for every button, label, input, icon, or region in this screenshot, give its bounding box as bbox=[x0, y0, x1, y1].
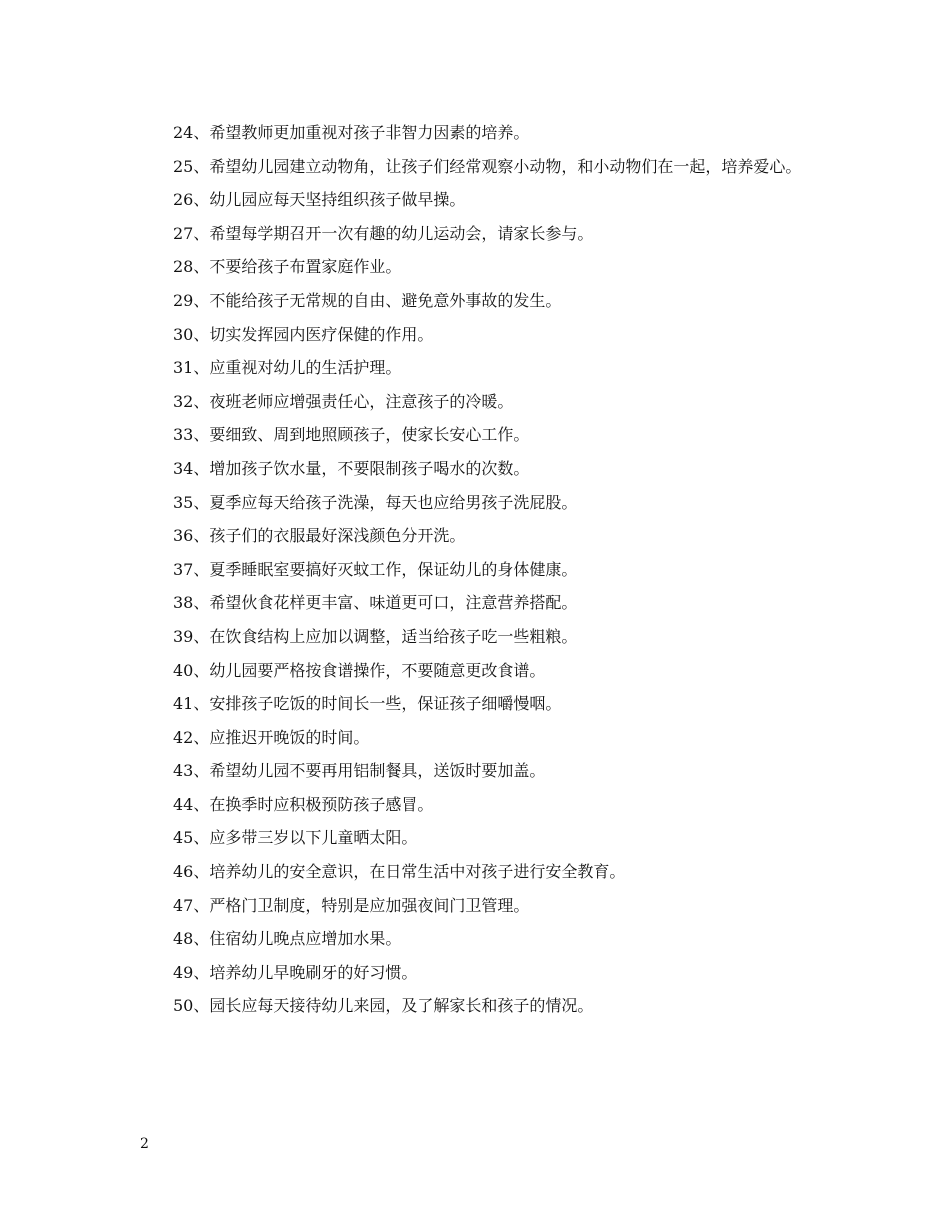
list-item: 44、在换季时应积极预防孩子感冒。 bbox=[173, 794, 434, 814]
list-item: 49、培养幼儿早晚刷牙的好习惯。 bbox=[173, 962, 418, 982]
list-item: 29、不能给孩子无常规的自由、避免意外事故的发生。 bbox=[173, 290, 562, 310]
list-item: 38、希望伙食花样更丰富、味道更可口，注意营养搭配。 bbox=[173, 593, 578, 613]
list-item: 28、不要给孩子布置家庭作业。 bbox=[173, 257, 402, 277]
list-item: 24、希望教师更加重视对孩子非智力因素的培养。 bbox=[173, 123, 530, 142]
list-item: 41、安排孩子吃饭的时间长一些，保证孩子细嚼慢咽。 bbox=[173, 694, 562, 714]
list-item: 48、住宿幼儿晚点应增加水果。 bbox=[173, 929, 402, 949]
list-item: 35、夏季应每天给孩子洗澡，每天也应给男孩子洗屁股。 bbox=[173, 492, 578, 512]
list-item: 45、应多带三岁以下儿童晒太阳。 bbox=[173, 828, 418, 848]
list-item: 25、希望幼儿园建立动物角，让孩子们经常观察小动物，和小动物们在一起，培养爱心。 bbox=[173, 156, 802, 176]
list-item: 31、应重视对幼儿的生活护理。 bbox=[173, 358, 402, 378]
list-item: 40、幼儿园要严格按食谱操作，不要随意更改食谱。 bbox=[173, 660, 546, 680]
page-number: 2 bbox=[140, 1136, 149, 1152]
list-item: 46、培养幼儿的安全意识，在日常生活中对孩子进行安全教育。 bbox=[173, 862, 626, 882]
list-item: 43、希望幼儿园不要再用铝制餐具，送饭时要加盖。 bbox=[173, 761, 546, 781]
list-item: 39、在饮食结构上应加以调整，适当给孩子吃一些粗粮。 bbox=[173, 626, 578, 646]
list-item: 33、要细致、周到地照顾孩子，使家长安心工作。 bbox=[173, 425, 530, 445]
list-item: 30、切实发挥园内医疗保健的作用。 bbox=[173, 324, 434, 344]
list-item: 42、应推迟开晚饭的时间。 bbox=[173, 727, 370, 747]
list-item: 37、夏季睡眠室要搞好灭蚊工作，保证幼儿的身体健康。 bbox=[173, 559, 578, 579]
list-item: 47、严格门卫制度，特别是应加强夜间门卫管理。 bbox=[173, 895, 530, 915]
list-item: 34、增加孩子饮水量，不要限制孩子喝水的次数。 bbox=[173, 458, 530, 478]
list-item: 32、夜班老师应增强责任心，注意孩子的冷暖。 bbox=[173, 391, 514, 411]
list-item: 27、希望每学期召开一次有趣的幼儿运动会，请家长参与。 bbox=[173, 223, 594, 243]
item-list bbox=[140, 116, 810, 1023]
list-item: 50、园长应每天接待幼儿来园，及了解家长和孩子的情况。 bbox=[173, 996, 594, 1016]
list-item: 36、孩子们的衣服最好深浅颜色分开洗。 bbox=[173, 526, 466, 546]
list-item: 26、幼儿园应每天坚持组织孩子做早操。 bbox=[173, 190, 466, 210]
